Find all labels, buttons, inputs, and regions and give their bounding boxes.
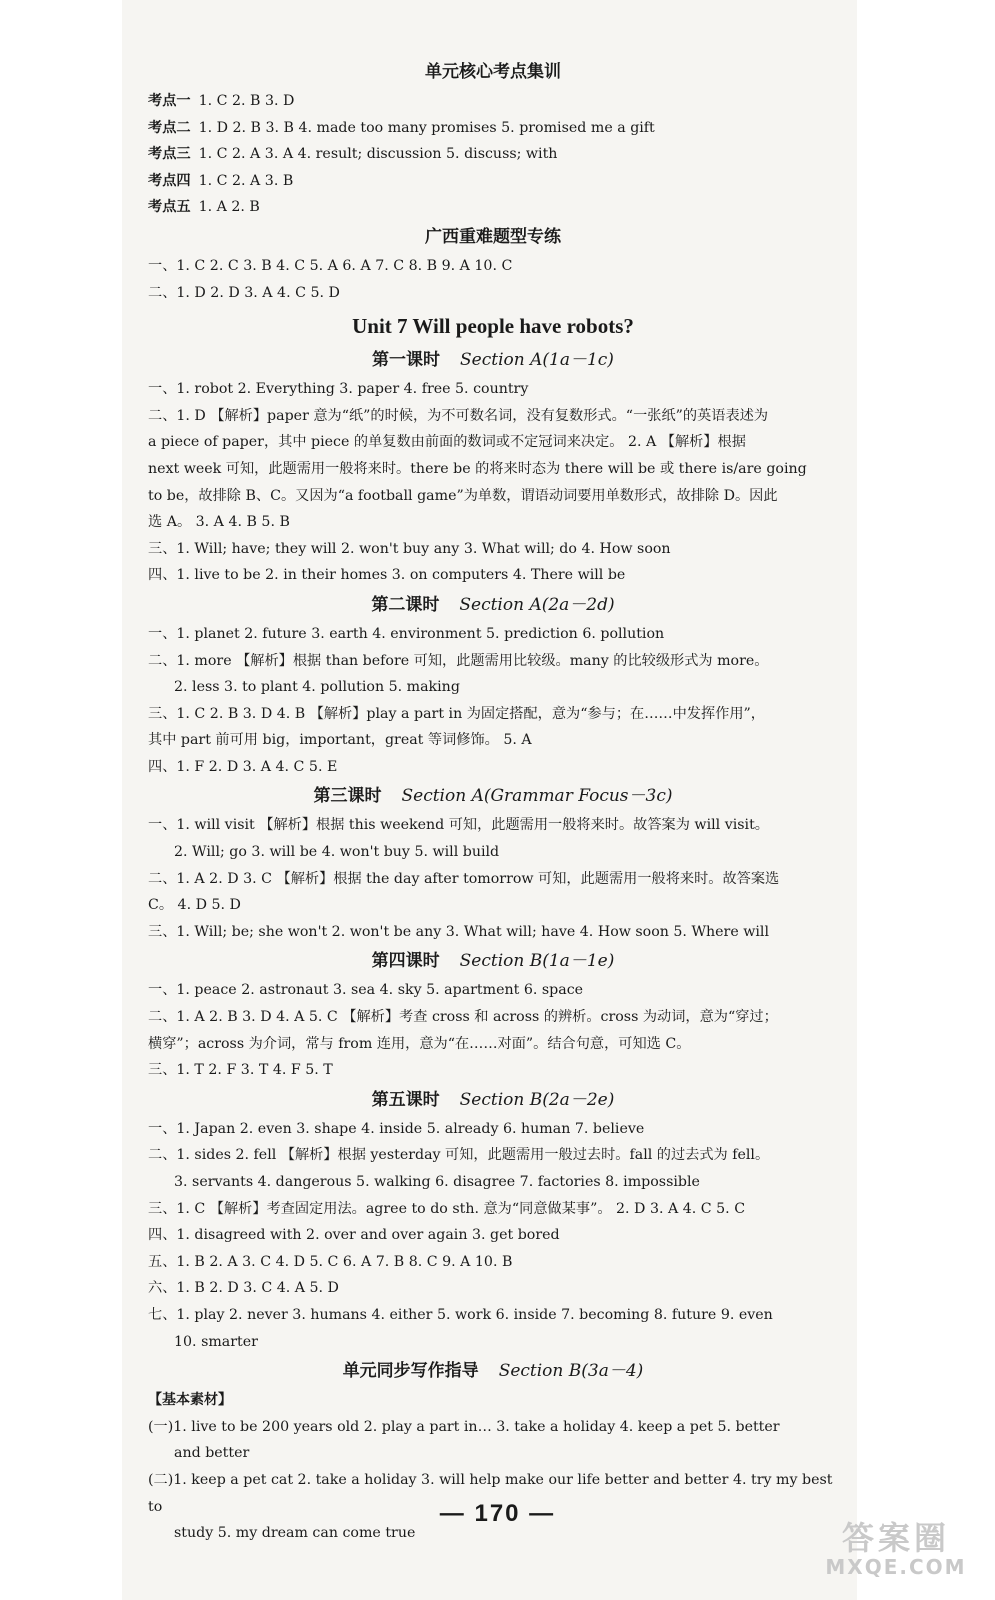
- answer-row-text: 一、1. C 2. C 3. B 4. C 5. A 6. A 7. C 8. B 9. A 10. C: [148, 257, 513, 274]
- answer-row: [148, 1440, 838, 1467]
- answer-row-text: 六、1. B 2. D 3. C 4. A 5. D: [148, 1280, 339, 1297]
- section-heading: [148, 947, 838, 975]
- answer-row: [148, 141, 838, 168]
- answer-row: [148, 1302, 838, 1329]
- answer-row: [148, 977, 838, 1004]
- section-heading: [148, 1357, 838, 1385]
- section-heading-subtitle: Section B(3a－4): [498, 1361, 644, 1382]
- site-watermark: [821, 1520, 971, 1580]
- section-heading-subtitle: Section B(1a－1e): [459, 951, 615, 972]
- section-heading: [148, 58, 838, 86]
- answer-row-text: C。 4. D 5. D: [148, 897, 241, 914]
- answer-row: [148, 456, 838, 483]
- answer-row-text: 1. C 2. B 3. D: [198, 93, 295, 109]
- answer-row-text: and better: [174, 1445, 250, 1462]
- answer-row-text: 2. less 3. to plant 4. pollution 5. making: [174, 679, 460, 696]
- section-heading-title: 第二课时: [371, 594, 440, 615]
- section-heading: [148, 591, 838, 619]
- answer-row: [148, 1275, 838, 1302]
- answer-row: [148, 839, 838, 866]
- answer-row: [148, 1116, 838, 1143]
- answer-row-text: 选 A。 3. A 4. B 5. B: [148, 514, 290, 531]
- answer-row: [148, 1004, 838, 1031]
- answer-row-text: 二、1. sides 2. fell 【解析】根据 yesterday 可知，此题需用一般过去时。fall 的过去式为 fell。: [148, 1147, 770, 1164]
- section-heading-title: 单元同步写作指导: [342, 1361, 479, 1382]
- answer-row-text: 1. C 2. A 3. A 4. result; discussion 5. discuss; with: [198, 146, 558, 163]
- answer-row-text: 四、1. F 2. D 3. A 4. C 5. E: [148, 758, 338, 775]
- answer-row-text: 1. D 2. B 3. B 4. made too many promises 5. promised me a gift: [198, 119, 655, 136]
- answer-row-text: 七、1. play 2. never 3. humans 4. either 5. work 6. inside 7. becoming 8. future 9. even: [148, 1306, 773, 1323]
- answer-row: [148, 88, 838, 115]
- answer-row-text: 一、1. will visit 【解析】根据 this weekend 可知，此题需用一般将来时。故答案为 will visit。: [148, 817, 769, 834]
- answer-row-label: 考点四: [148, 172, 191, 189]
- answer-row-text: 1. A 2. B: [198, 199, 260, 216]
- answer-row: [148, 866, 838, 893]
- answer-row: [148, 429, 838, 456]
- answer-row-text: 二、1. A 2. D 3. C 【解析】根据 the day after tomorrow 可知，此题需用一般将来时。故答案选: [148, 870, 780, 887]
- answer-row-text: 一、1. planet 2. future 3. earth 4. environment 5. prediction 6. pollution: [148, 625, 665, 642]
- answer-row-text: 五、1. B 2. A 3. C 4. D 5. C 6. A 7. B 8. C 9. A 10. B: [148, 1253, 513, 1270]
- answer-row-text: 四、1. disagreed with 2. over and over again 3. get bored: [148, 1227, 560, 1244]
- answer-row-label: 考点一: [148, 93, 191, 109]
- answer-row: [148, 253, 838, 280]
- answer-row-text: 1. C 2. A 3. B: [198, 172, 294, 189]
- answer-row: [148, 376, 838, 403]
- answer-row-text: 三、1. Will; be; she won't 2. won't be any 3. What will; have 4. How soon 5. Where will: [148, 923, 770, 940]
- answer-row: [148, 674, 838, 701]
- answer-row: [148, 621, 838, 648]
- answer-row-text: 一、1. robot 2. Everything 3. paper 4. free 5. country: [148, 381, 529, 398]
- answer-row: [148, 1329, 838, 1356]
- answer-row-text: next week 可知，此题需用一般将来时。there be 的将来时态为 there will be 或 there is/are going: [148, 460, 807, 477]
- answer-row-text: (二)1. keep a pet cat 2. take a holiday 3. will help make our life better and better 4. try my best to: [148, 1471, 833, 1515]
- page-number: — 170 —: [439, 1500, 556, 1527]
- material-label: 【基本素材】: [148, 1392, 232, 1409]
- answer-row-label: 考点二: [148, 119, 191, 136]
- answer-row-text: (一)1. live to be 200 years old 2. play a part in… 3. take a holiday 4. keep a pet 5. better: [148, 1418, 780, 1435]
- section-heading-title: 单元核心考点集训: [425, 62, 561, 82]
- answer-row: [148, 562, 838, 589]
- answer-row-text: 一、1. peace 2. astronaut 3. sea 4. sky 5. apartment 6. space: [148, 982, 584, 999]
- answer-row: [148, 701, 838, 728]
- answer-row-text: 三、1. Will; have; they will 2. won't buy any 3. What will; do 4. How soon: [148, 540, 671, 557]
- answer-row-text: 一、1. Japan 2. even 3. shape 4. inside 5. already 6. human 7. believe: [148, 1120, 645, 1137]
- answer-row-text: 二、1. D 2. D 3. A 4. C 5. D: [148, 284, 340, 301]
- watermark-logo-text: 答案圈: [841, 1519, 950, 1557]
- section-heading: [148, 782, 838, 810]
- answer-row: [148, 403, 838, 430]
- answer-row-text: 二、1. more 【解析】根据 than before 可知，此题需用比较级。many 的比较级形式为 more。: [148, 652, 769, 669]
- section-heading-subtitle: Section A(Grammar Focus－3c): [401, 786, 673, 807]
- answer-row: [148, 727, 838, 754]
- answer-row-text: 三、1. T 2. F 3. T 4. F 5. T: [148, 1062, 333, 1079]
- section-heading: [148, 223, 838, 251]
- section-heading-title: 广西重难题型专练: [425, 226, 561, 247]
- answer-row: [148, 754, 838, 781]
- answer-content: [148, 56, 838, 1547]
- section-heading-title: 第三课时: [313, 786, 382, 807]
- answer-row: [148, 168, 838, 195]
- unit-title: Unit 7 Will people have robots?: [352, 314, 634, 339]
- answer-row-text: 三、1. C 2. B 3. D 4. B 【解析】play a part in 为固定搭配，意为“参与；在……中发挥作用”，: [148, 705, 765, 722]
- answer-row-text: 3. servants 4. dangerous 5. walking 6. disagree 7. factories 8. impossible: [174, 1174, 700, 1190]
- answer-row: [148, 509, 838, 536]
- answer-row: [148, 1057, 838, 1084]
- answer-row: [148, 919, 838, 946]
- answer-row: [148, 1142, 838, 1169]
- section-heading-subtitle: Section A(2a－2d): [459, 594, 615, 615]
- answer-row-text: a piece of paper，其中 piece 的单复数由前面的数词或不定冠词来决定。 2. A 【解析】根据: [148, 434, 746, 451]
- answer-row: [148, 194, 838, 221]
- answer-row: [148, 483, 838, 510]
- answer-row: [148, 812, 838, 839]
- answer-row: [148, 648, 838, 675]
- section-heading: [148, 1086, 838, 1114]
- answer-row-text: 二、1. D 【解析】paper 意为“纸”的时候，为不可数名词，没有复数形式。“一张纸”的英语表述为: [148, 407, 769, 424]
- answer-row-text: 二、1. A 2. B 3. D 4. A 5. C 【解析】考查 cross 和 across 的辨析。cross 为动词，意为“穿过；: [148, 1009, 778, 1026]
- answer-row: [148, 1222, 838, 1249]
- answer-row-text: to be，故排除 B、C。又因为“a football game”为单数，谓语动词要用单数形式，故排除 D。因此: [148, 487, 778, 504]
- answer-row-label: 考点三: [148, 146, 191, 163]
- section-heading-title: 第五课时: [371, 1089, 440, 1110]
- section-heading: [148, 346, 838, 374]
- watermark-url: MXQE.COM: [825, 1555, 967, 1579]
- answer-row-text: 2. Will; go 3. will be 4. won't buy 5. will build: [174, 844, 500, 861]
- answer-row-text: 四、1. live to be 2. in their homes 3. on computers 4. There will be: [148, 567, 626, 584]
- section-heading-subtitle: Section A(1a－1c): [460, 350, 614, 371]
- answer-row-text: 其中 part 前可用 big，important，great 等词修饰。 5. A: [148, 732, 532, 749]
- answer-row-text: 横穿”；across 为介词，常与 from 连用，意为“在……对面”。结合句意，可知选 C。: [148, 1035, 691, 1052]
- section-heading-title: 第一课时: [372, 350, 441, 371]
- answer-row: [148, 1249, 838, 1276]
- answer-row: [148, 1169, 838, 1196]
- answer-row-text: 10. smarter: [174, 1333, 258, 1350]
- answer-row-text: 三、1. C 【解析】考查固定用法。agree to do sth. 意为“同意做某事”。 2. D 3. A 4. C 5. C: [148, 1200, 746, 1217]
- answer-row-label: 考点五: [148, 199, 191, 216]
- answer-row: [148, 1031, 838, 1058]
- answer-row: [148, 115, 838, 142]
- answer-row-text: study 5. my dream can come true: [174, 1525, 416, 1542]
- section-heading-title: 第四课时: [371, 951, 440, 972]
- section-heading-subtitle: Section B(2a－2e): [459, 1089, 615, 1110]
- answer-row: [148, 280, 838, 307]
- answer-row: [148, 1196, 838, 1223]
- answer-row: [148, 1414, 838, 1441]
- answer-row: [148, 536, 838, 563]
- answer-row: [148, 892, 838, 919]
